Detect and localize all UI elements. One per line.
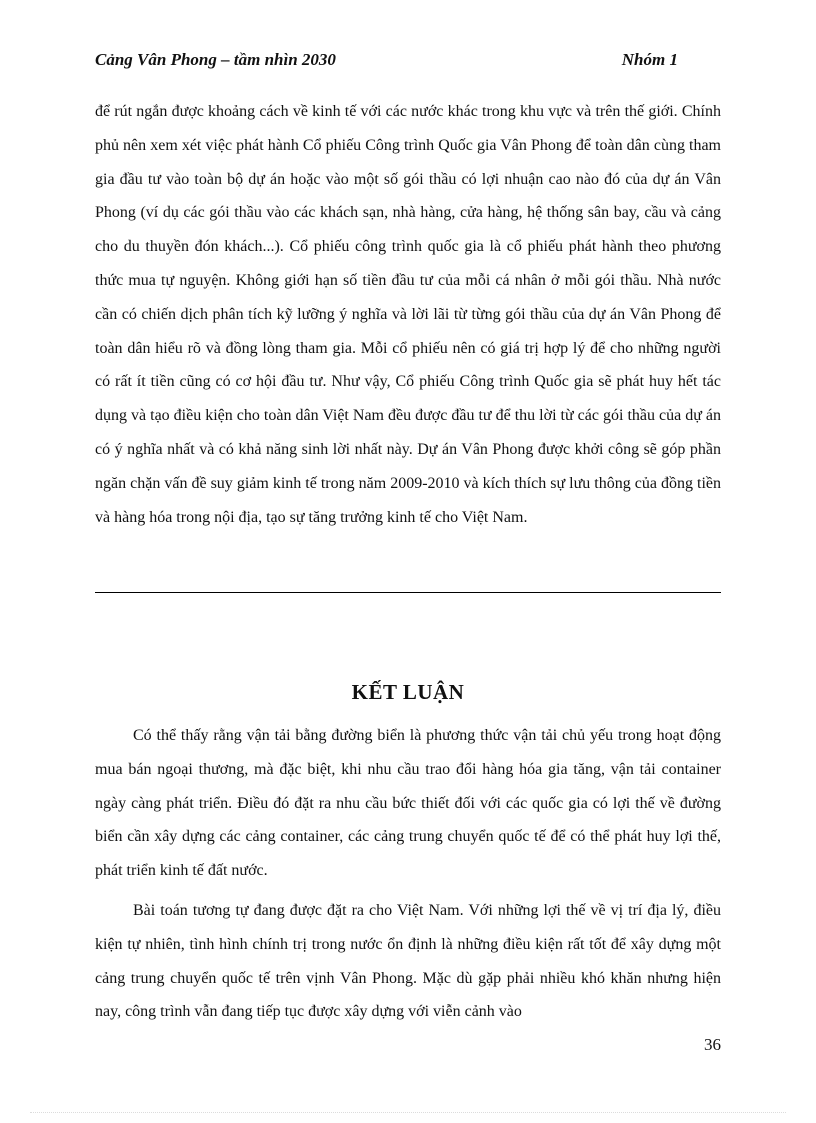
section-divider	[95, 592, 721, 593]
group-label: Nhóm 1	[621, 50, 678, 69]
section-heading: KẾT LUẬN	[351, 680, 465, 704]
conclusion-paragraph-2: Bài toán tương tự đang được đặt ra cho Việt Nam. Với những lợi thế về vị trí địa lý, điều kiện tự nhiên, tình hình chính trị trong nước ổn định là những điều kiện rất tốt để xây dựng một cảng trung chuyển quốc tế trên vịnh Vân Phong. Mặc dù gặp phải nhiều khó khăn nhưng hiện nay, công trình vẫn đang tiếp tục được xây dựng với viễn cảnh vào	[95, 902, 721, 1021]
document-title: Cảng Vân Phong – tầm nhìn 2030	[95, 50, 336, 69]
page-header	[95, 50, 678, 74]
body-paragraph-1: để rút ngắn được khoảng cách về kinh tế với các nước khác trong khu vực và trên thế giới. Chính phủ nên xem xét việc phát hành Cổ phiếu Công trình Quốc gia Vân Phong để toàn dân cùng tham gia đầu tư vào toàn bộ dự án hoặc vào một số gói thầu có lợi nhuận cao nào đó của dự án Vân Phong (ví dụ các gói thầu vào các khách sạn, nhà hàng, cửa hàng, hệ thống sân bay, cầu và cảng cho du thuyền đón khách...). Cổ phiếu công trình quốc gia là cổ phiếu phát hành theo phương thức mua tự nguyện. Không giới hạn số tiền đầu tư của mỗi cá nhân ở mỗi gói thầu. Nhà nước cần có chiến dịch phân tích kỹ lưỡng ý nghĩa và lời lãi từ từng gói thầu của dự án Vân Phong để toàn dân hiểu rõ và đồng lòng tham gia. Mỗi cổ phiếu nên có giá trị hợp lý để cho những người có rất ít tiền cũng có cơ hội đầu tư. Như vậy, Cổ phiếu Công trình Quốc gia sẽ phát huy hết tác dụng và tạo điều kiện cho toàn dân Việt Nam đều được đầu tư để thu lời từ các gói thầu của dự án có ý nghĩa nhất và có khả năng sinh lời nhất này. Dự án Vân Phong được khởi công sẽ góp phần ngăn chặn vấn đề suy giảm kinh tế trong năm 2009-2010 và kích thích sự lưu thông của đồng tiền và hàng hóa trong nội địa, tạo sự tăng trưởng kinh tế cho Việt Nam.	[95, 103, 721, 526]
page-bottom-border	[30, 1112, 786, 1113]
page-number: 36	[704, 1035, 721, 1054]
conclusion-paragraph-1: Có thể thấy rằng vận tải bằng đường biển là phương thức vận tải chủ yếu trong hoạt động mua bán ngoại thương, mà đặc biệt, khi nhu cầu trao đổi hàng hóa gia tăng, vận tải container ngày càng phát triển. Điều đó đặt ra nhu cầu bức thiết đối với các quốc gia có lợi thế về đường biển cần xây dựng các cảng container, các cảng trung chuyển quốc tế để có thể phát huy lợi thế, phát triển kinh tế đất nước.	[95, 727, 721, 880]
